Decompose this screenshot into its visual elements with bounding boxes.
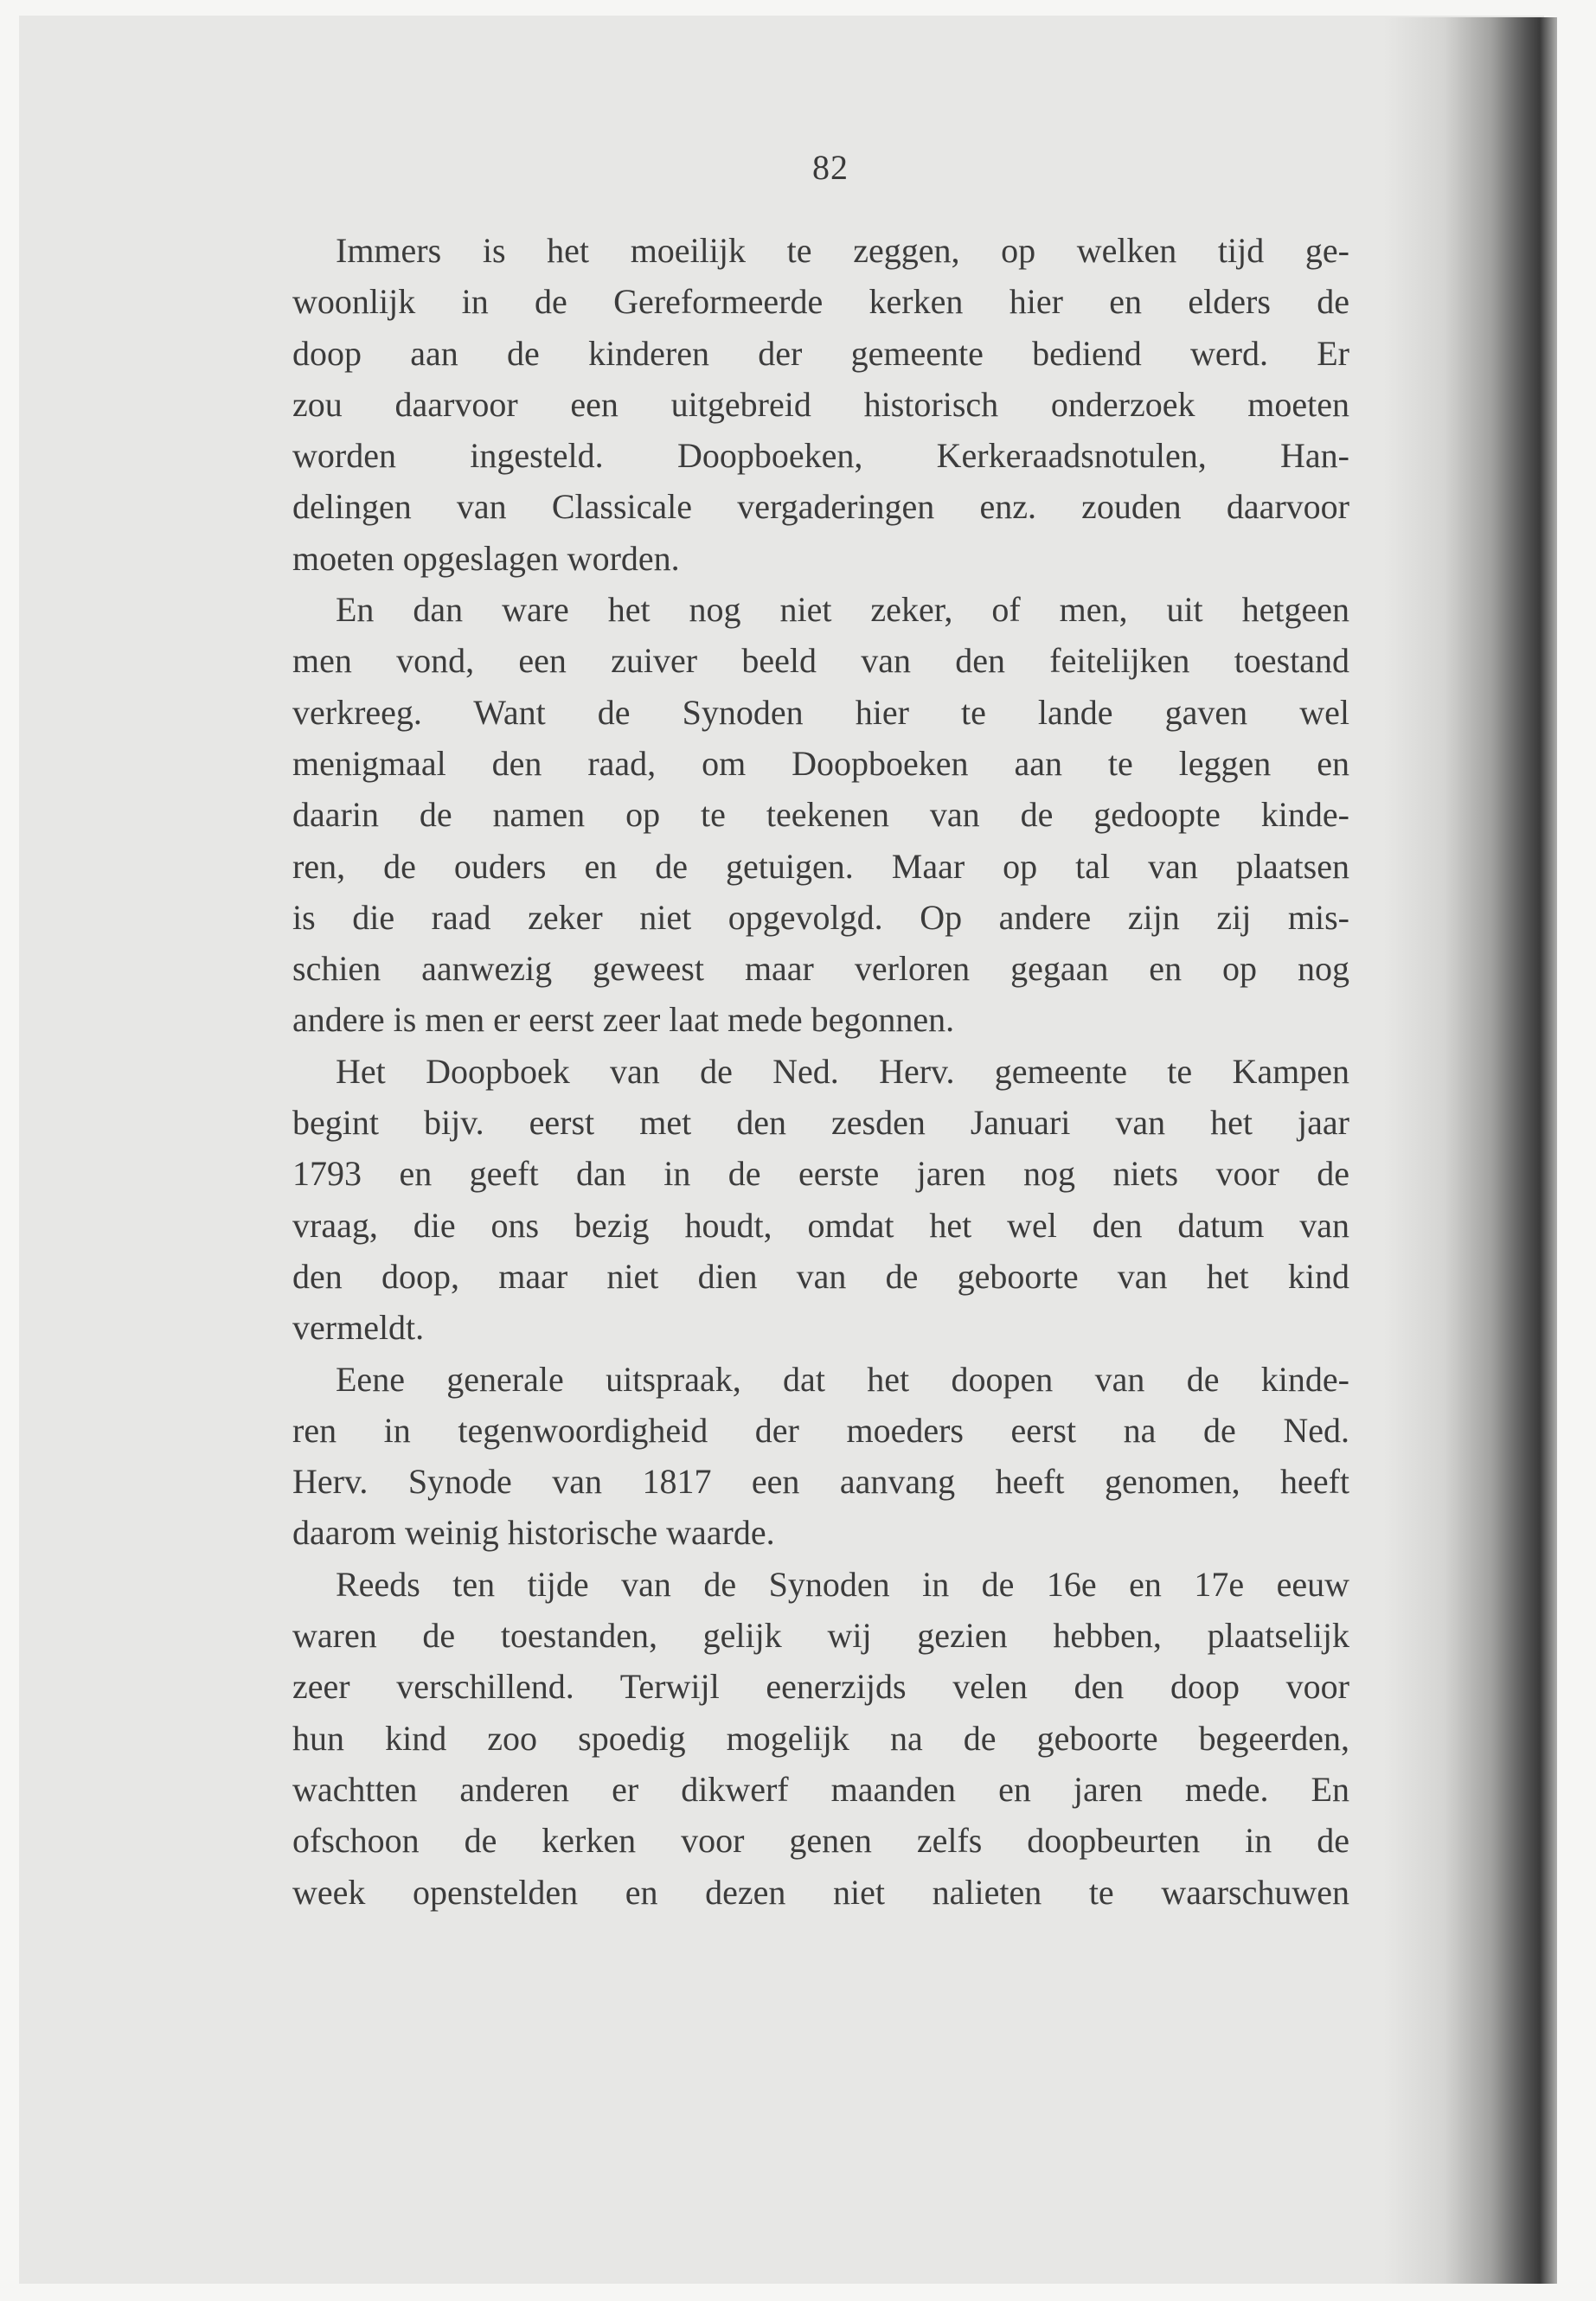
text-line: Immers is het moeilijk te zeggen, op welken tijd ge- xyxy=(336,231,1349,270)
text-line: zeer verschillend. Terwijl eenerzijds velen den doop voor xyxy=(292,1667,1349,1707)
text-line: 1793 en geeft dan in de eerste jaren nog niets voor de xyxy=(292,1154,1349,1194)
text-line: Reeds ten tijde van de Synoden in de 16e en 17e eeuw xyxy=(336,1564,1349,1604)
text-line: ren, de ouders en de getuigen. Maar op tal van plaatsen xyxy=(292,846,1349,886)
text-line: vermeldt. xyxy=(292,1308,425,1348)
text-line: ren in tegenwoordigheid der moeders eerst na de Ned. xyxy=(292,1410,1349,1450)
text-line: begint bijv. eerst met den zesden Januari van het jaar xyxy=(292,1103,1349,1143)
text-line: is die raad zeker niet opgevolgd. Op andere zijn zij mis- xyxy=(292,897,1349,937)
text-line: waren de toestanden, gelijk wij gezien hebben, plaatselijk xyxy=(292,1616,1349,1656)
text-line: Eene generale uitspraak, dat het doopen van de kinde- xyxy=(336,1359,1349,1399)
text-line: woonlijk in de Gereformeerde kerken hier en elders de xyxy=(292,282,1349,322)
text-line: Het Doopboek van de Ned. Herv. gemeente te Kampen xyxy=(336,1051,1349,1091)
text-line: men vond, een zuiver beeld van den feitelijken toestand xyxy=(292,641,1349,681)
text-line: wachtten anderen er dikwerf maanden en jaren mede. En xyxy=(292,1769,1349,1809)
text-line: menigmaal den raad, om Doopboeken aan te leggen en xyxy=(292,743,1349,783)
text-line: schien aanwezig geweest maar verloren gegaan en op nog xyxy=(292,949,1349,989)
body-text xyxy=(292,225,1349,1918)
page-number: 82 xyxy=(812,148,849,187)
text-line: doop aan de kinderen der gemeente bediend werd. Er xyxy=(292,333,1349,373)
text-line: Herv. Synode van 1817 een aanvang heeft genomen, heeft xyxy=(292,1462,1349,1502)
text-line: daarin de namen op te teekenen van de gedoopte kinde- xyxy=(292,795,1349,835)
text-line: hun kind zoo spoedig mogelijk na de geboorte begeerden, xyxy=(292,1718,1349,1758)
text-line: verkreeg. Want de Synoden hier te lande gaven wel xyxy=(292,692,1349,732)
text-line: moeten opgeslagen worden. xyxy=(292,538,680,578)
text-line: En dan ware het nog niet zeker, of men, uit hetgeen xyxy=(336,590,1349,630)
text-line: vraag, die ons bezig houdt, omdat het wel den datum van xyxy=(292,1205,1349,1245)
text-line: worden ingesteld. Doopboeken, Kerkeraadsnotulen, Han- xyxy=(292,436,1349,476)
text-line: daarom weinig historische waarde. xyxy=(292,1513,775,1553)
text-line: zou daarvoor een uitgebreid historisch onderzoek moeten xyxy=(292,384,1349,424)
text-line: den doop, maar niet dien van de geboorte van het kind xyxy=(292,1256,1349,1296)
text-line: week openstelden en dezen niet nalieten te waarschuwen xyxy=(292,1872,1349,1912)
binding-shadow xyxy=(1384,17,1557,2284)
text-line: delingen van Classicale vergaderingen enz. zouden daarvoor xyxy=(292,487,1349,527)
text-line: andere is men er eerst zeer laat mede begonnen. xyxy=(292,1000,955,1040)
text-line: ofschoon de kerken voor genen zelfs doopbeurten in de xyxy=(292,1821,1349,1861)
